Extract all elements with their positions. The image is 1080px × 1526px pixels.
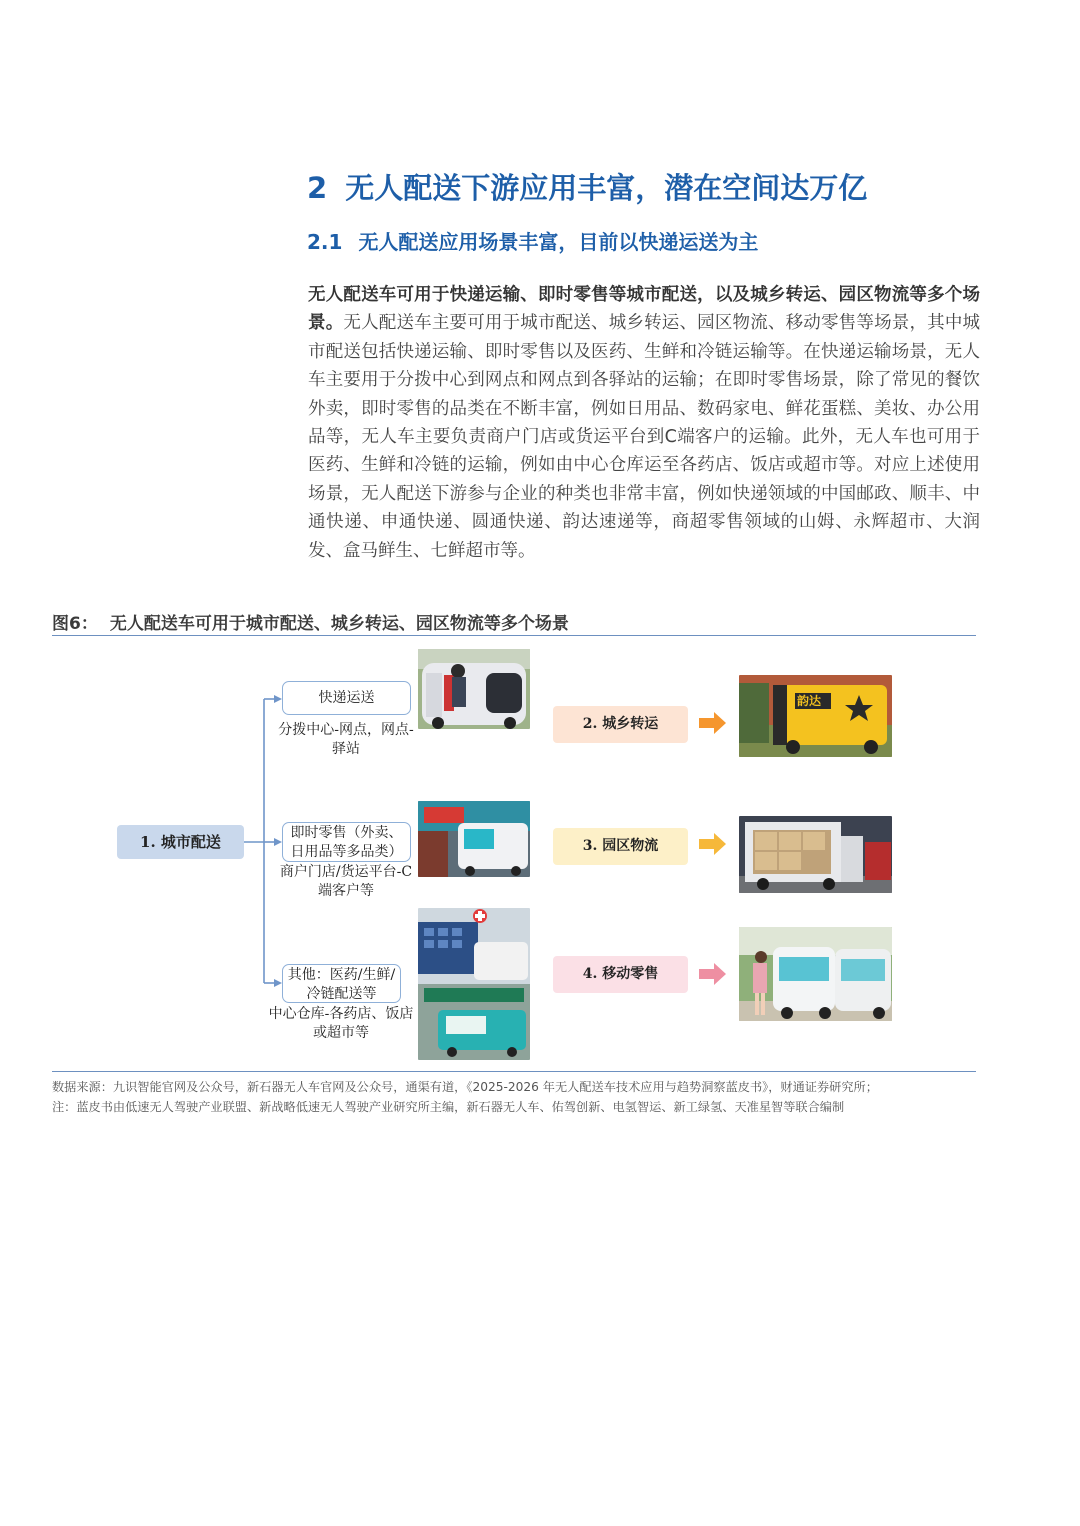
source-note [52,1077,878,1117]
arrow-right-icon [699,963,726,985]
figure-bottom-rule [52,1071,976,1072]
scenario-park-logistics: 3. 园区物流 [553,828,688,865]
mobile-retail-photo [739,927,892,1021]
category-express-delivery: 快递运送 [282,681,411,715]
arrow-right-icon [699,833,726,855]
root-node-city-delivery: 1. 城市配送 [117,825,244,859]
scenario-mobile-retail: 4. 移动零售 [553,956,688,993]
note-line: 注：蓝皮书由低速无人驾驶产业联盟、新战略低速无人驾驶产业研究所主编，新石器无人车、佑驾创新、电氢智运、新工绿氢、天准星智等联合编制 [52,1100,845,1114]
figure-title: 无人配送车可用于城市配送、城乡转运、园区物流等多个场景 [109,614,569,634]
scenario-urban-rural-transfer: 2. 城乡转运 [553,706,688,743]
description-instant-retail: 商户门店/货运平台-C端客户等 [279,864,413,899]
description-express-delivery: 分拨中心-网点，网点-驿站 [278,722,414,757]
subsection-title: 无人配送应用场景丰富，目前以快递运送为主 [358,230,759,254]
source-line: 数据来源：九识智能官网及公众号，新石器无人车官网及公众号，通渠有道，《2025-2026 年无人配送车技术应用与趋势洞察蓝皮书》，财通证券研究所； [52,1080,878,1094]
yunda-brand-text: 韵达 [797,694,822,708]
category-other-delivery: 其他：医药/生鲜/冷链配送等 [282,964,401,1003]
description-other-delivery: 中心仓库-各药店、饭店或超市等 [268,1006,414,1041]
pharmacy-vehicle-photo [418,908,530,1060]
figure-number: 图6： [52,614,98,634]
body-paragraph [308,281,980,565]
yunda-truck-photo [739,675,892,757]
figure-top-rule [52,635,976,636]
arrow-right-icon [699,712,726,734]
section-title: 无人配送下游应用丰富，潜在空间达万亿 [345,171,868,205]
section-number: 2 [307,171,328,205]
paragraph-body: 无人配送车主要可用于城市配送、城乡转运、园区物流、移动零售等场景，其中城市配送包括快递运输、即时零售以及医药、生鲜和冷链运输等。在快递运输场景，无人车主要用于分拨中心到网点和网点到各驿站的运输；在即时零售场景，除了常见的餐饮外卖，即时零售的品类在不断丰富，例如日用品、数码家电、鲜花蛋糕、美妆、办公用品等，无人车主要负责商户门店或货运平台到C端客户的运输。此外，无人车也可用于医药、生鲜和冷链的运输，例如由中心仓库运至各药店、饭店或超市等。对应上述使用场景，无人配送下游参与企业的种类也非常丰富，例如快递领域的中国邮政、顺丰、中通快递、申通快递、圆通快递、韵达速递等，商超零售领域的山姆、永辉超市、大润发、盒马鲜生、七鲜超市等。 [308,313,981,561]
section-heading [307,166,867,207]
cargo-truck-photo [739,816,892,893]
subsection-heading [307,226,758,255]
category-instant-retail: 即时零售（外卖、日用品等多品类） [282,822,411,862]
subsection-number: 2.1 [307,230,343,254]
delivery-robot-photo [418,649,530,729]
figure-caption [52,609,569,634]
paragraph-lead: 无人配送车可用于快递运输、即时零售等城市配送，以及城乡转运、园区物流等多个场景。 [308,285,980,334]
storefront-vehicle-photo [418,801,530,877]
